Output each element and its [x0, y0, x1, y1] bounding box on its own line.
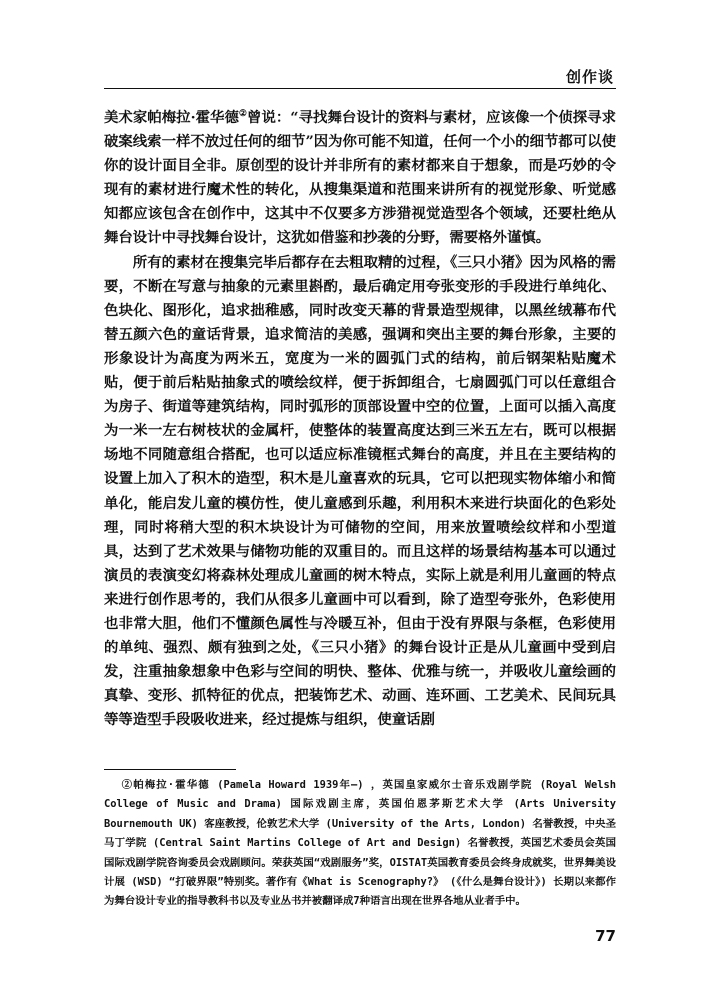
paragraph-1-lead: 美术家帕梅拉·霍华德: [104, 109, 239, 126]
page-number: 77: [595, 927, 616, 945]
header-section-title: 创作谈: [565, 68, 614, 86]
paragraph-1-rest: 曾说：“寻找舞台设计的资料与素材，应该像一个侦探寻求破案线索一样不放过任何的细节”因为你可能不知道，任何一个小的细节都可以使你的设计面目全非。原创型的设计并非所有的素材都来自于想象，而是巧妙的令现有的素材进行魔术性的转化，从搜集渠道和范围来讲所有的视觉形象、听觉感知都应该包含在创作中，这其中不仅要多方涉猎视觉造型各个领域，还要杜绝从舞台设计中寻找舞台设计，这犹如借鉴和抄袭的分野，需要格外谨慎。: [104, 109, 616, 247]
footnote-reference-2: ②: [238, 109, 248, 120]
article-body: [104, 106, 616, 732]
footnote-divider: [104, 769, 236, 770]
paragraph-2: 所有的素材在搜集完毕后都存在去粗取精的过程，《三只小猪》因为风格的需要，不断在写意与抽象的元素里斟酌，最后确定用夸张变形的手段进行单纯化、色块化、图形化，追求拙稚感，同时改变天幕的背景造型规律，以黑丝绒幕布代替五颜六色的童话背景，追求简洁的美感，强调和突出主要的舞台形象，主要的形象设计为高度为两米五，宽度为一米的圆弧门式的结构，前后钢架粘贴魔术贴，便于前后粘贴抽象式的喷绘纹样，便于拆卸组合，七扇圆弧门可以任意组合为房子、街道等建筑结构，同时弧形的顶部设置中空的位置，上面可以插入高度为一米一左右树枝状的金属杆，使整体的装置高度达到三米五左右，既可以根据场地不同随意组合搭配，也可以适应标准镜框式舞台的高度，并且在主要结构的设置上加入了积木的造型，积木是儿童喜欢的玩具，它可以把现实物体缩小和简单化，能启发儿童的模仿性，使儿童感到乐趣，利用积木来进行块面化的色彩处理，同时将稍大型的积木块设计为可储物的空间，用来放置喷绘纹样和小型道具，达到了艺术效果与储物功能的双重目的。而且这样的场景结构基本可以通过演员的表演变幻将森林处理成儿童画的树木特点，实际上就是利用儿童画的特点来进行创作思考的，我们从很多儿童画中可以看到，除了造型夸张外，色彩使用也非常大胆，他们不懂颜色属性与冷暖互补，但由于没有界限与条框，色彩使用的单纯、强烈、颇有独到之处，《三只小猪》的舞台设计正是从儿童画中受到启发，注重抽象想象中色彩与空间的明快、整体、优雅与统一，并吸收儿童绘画的真挚、变形、抓特征的优点，把装饰艺术、动画、连环画、工艺美术、民间玩具等等造型手段吸收进来，经过提炼与组织，使童话剧: [104, 253, 616, 729]
paragraph-1: [104, 106, 616, 251]
footnote-2: ②帕梅拉·霍华德 (Pamela Howard 1939年—) ，英国皇家威尔士音乐戏剧学院 (Royal Welsh College of Music and Drama) 国际戏剧主席，英国伯恩茅斯艺术大学 (Arts University Bournemouth UK) 客座教授，伦敦艺术大学 (University of the Arts, London) 名誉教授，中央圣马丁学院 (Central Saint Martins College of Art and Design) 名誉教授，英国艺术委员会英国国际戏剧学院咨询委员会戏剧顾问。荣获英国“戏剧服务”奖，OISTAT英国教育委员会终身成就奖，世界舞美设计展 (WSD) “打破界限”特别奖。著作有《What is Scenography?》 (《什么是舞台设计》) 长期以来都作为舞台设计专业的指导教科书以及专业丛书并被翻译成7种语言出现在世界各地从业者手中。: [104, 779, 616, 908]
running-header: [104, 62, 616, 89]
